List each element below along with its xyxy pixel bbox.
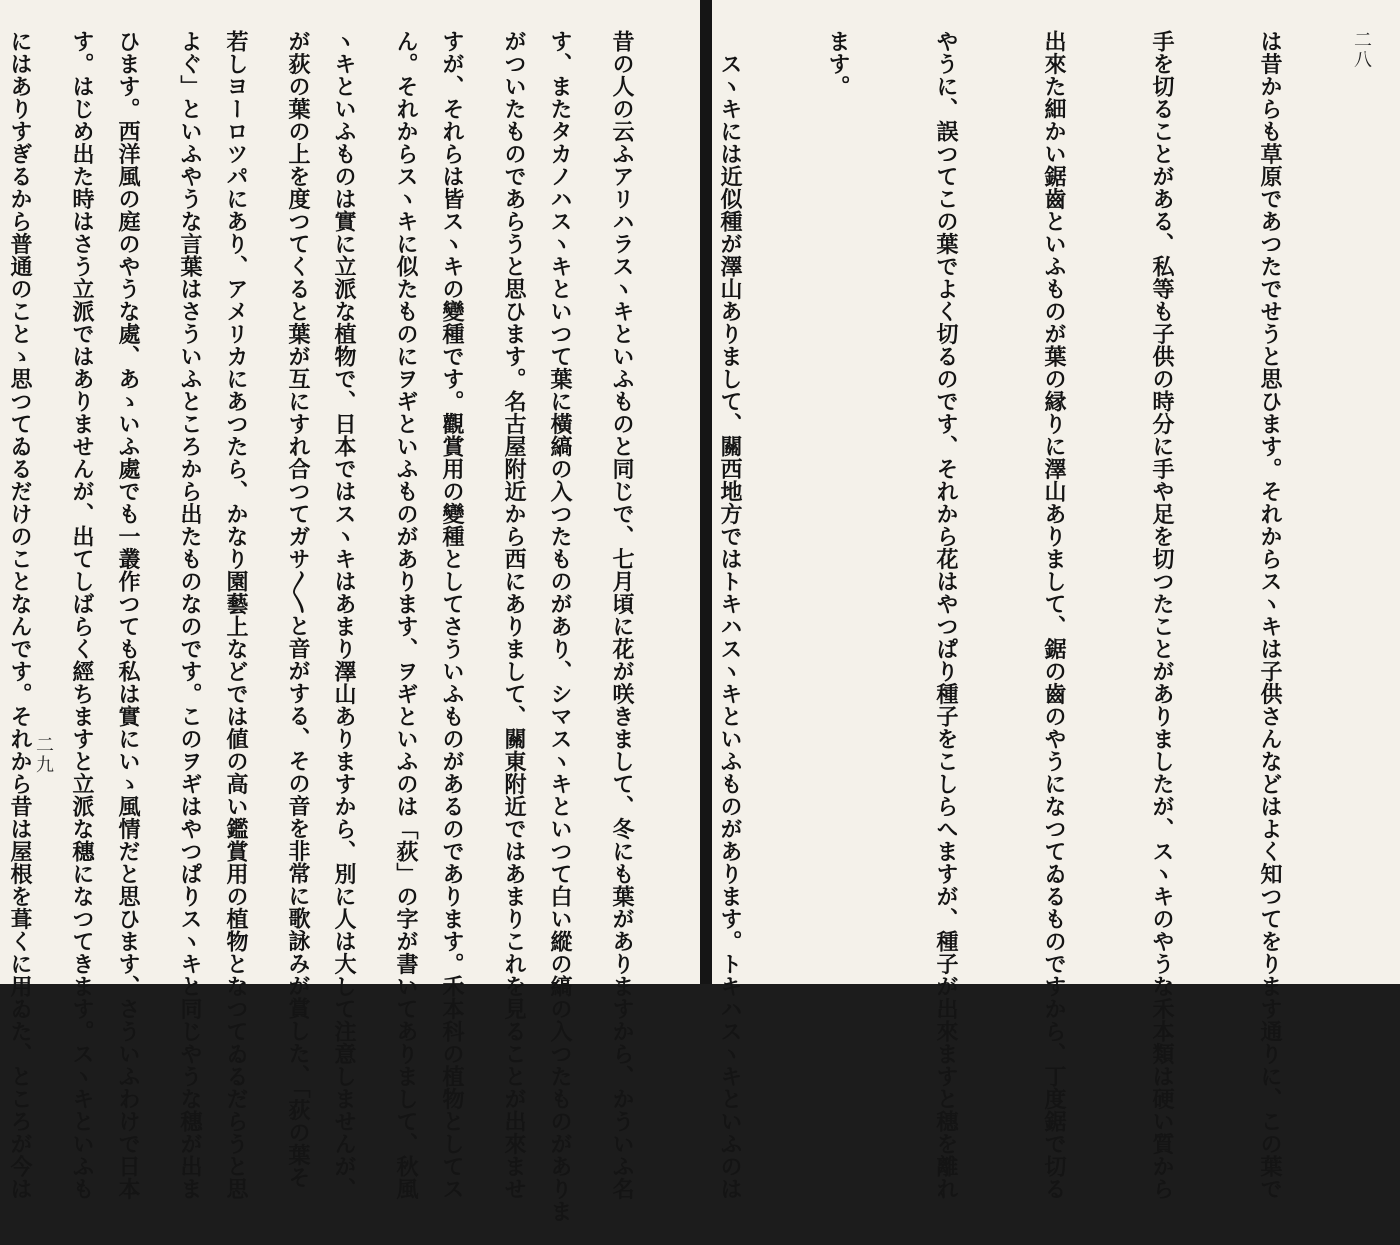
text-column: よぐ」といふやうな言葉はさういふところから出たものなのです。このヲギはやつぱりスヽキと同じやうな穗が出ま (177, 30, 203, 1200)
text-column: がついたものであらうと思ひます。名古屋附近から西にありまして、關東附近ではあまりこれを見ることが出來ませ (501, 30, 527, 1200)
text-column: 出來た細かい鋸齒といふものが葉の縁りに澤山ありまして、鋸の齒のやうになつてゐるものですから、丁度鋸で切る (1041, 30, 1067, 1200)
text-column: 手を切ることがある、私等も子供の時分に手や足を切つたことがありましたが、スヽキのやうな禾本類は硬い質から (1149, 30, 1175, 1200)
text-column: 昔の人の云ふアリハラスヽキといふものと同じで、七月頃に花が咲きまして、冬にも葉がありますから、かういふ名 (609, 30, 635, 1200)
text-column: ヽキといふものは實に立派な植物で、日本ではスヽキはあまり澤山ありますから、別に人は大して注意しませんが、 (331, 30, 357, 1200)
page-number-right: 二八 (1351, 30, 1372, 70)
text-column: スヽキには近似種が澤山ありまして、關西地方ではトキハスヽキといふものがあります。トキハスヽキといふのは (717, 30, 743, 1200)
text-column: す、またタカノハスヽキといつて葉に橫縞の入つたものがあり、シマスヽキといつて白い縱の縞の入つたものがありま (547, 30, 573, 1223)
text-column: すが、それらは皆スヽキの變種です。觀賞用の變種としてさういふものがあるのであります。禾本科の植物としてス (439, 30, 465, 1200)
text-column: ます。 (825, 30, 851, 98)
text-column: が荻の葉の上を度つてくると葉が互にすれ合つてガサ〳〵と音がする、その音を非常に歌詠みが賞した、「荻の葉そ (285, 30, 311, 1189)
text-column: ん。それからスヽキに似たものにヲギといふものがあります、ヲギといふのは「荻」の字が書いてありまして、秋風 (393, 30, 419, 1200)
text-column: す。はじめ出た時はさう立派ではありませんが、出てしばらく經ちますと立派な穗になつてきます。スヽキといふも (69, 30, 95, 1200)
right-page-body (0, 30, 1360, 1223)
text-column: やうに、誤つてこの葉でよく切るのです、それから花はやつぱり種子をこしらへますが、種子が出來ますと穗を離れ (933, 30, 959, 1200)
text-column: にはありすぎるから普通のことゝ思つてゐるだけのことなんです。それから昔は屋根を葺くに用ゐた、ところが今は (7, 30, 33, 1200)
text-column: 若しヨーロツパにあり、アメリカにあつたら、かなり園藝上などでは値の高い鑑賞用の植物となつてゐるだらうと思 (223, 30, 249, 1200)
text-column: は昔からも草原であつたでせうと思ひます。それからスヽキは子供さんなどはよく知つてをります通りに、この葉で (1257, 30, 1283, 1200)
text-column: ひます。西洋風の庭のやうな處、あゝいふ處でも一叢作つても私は實にいゝ風情だと思ひます、さういふわけで日本 (115, 30, 141, 1200)
page-number-left: 二九 (33, 735, 54, 775)
